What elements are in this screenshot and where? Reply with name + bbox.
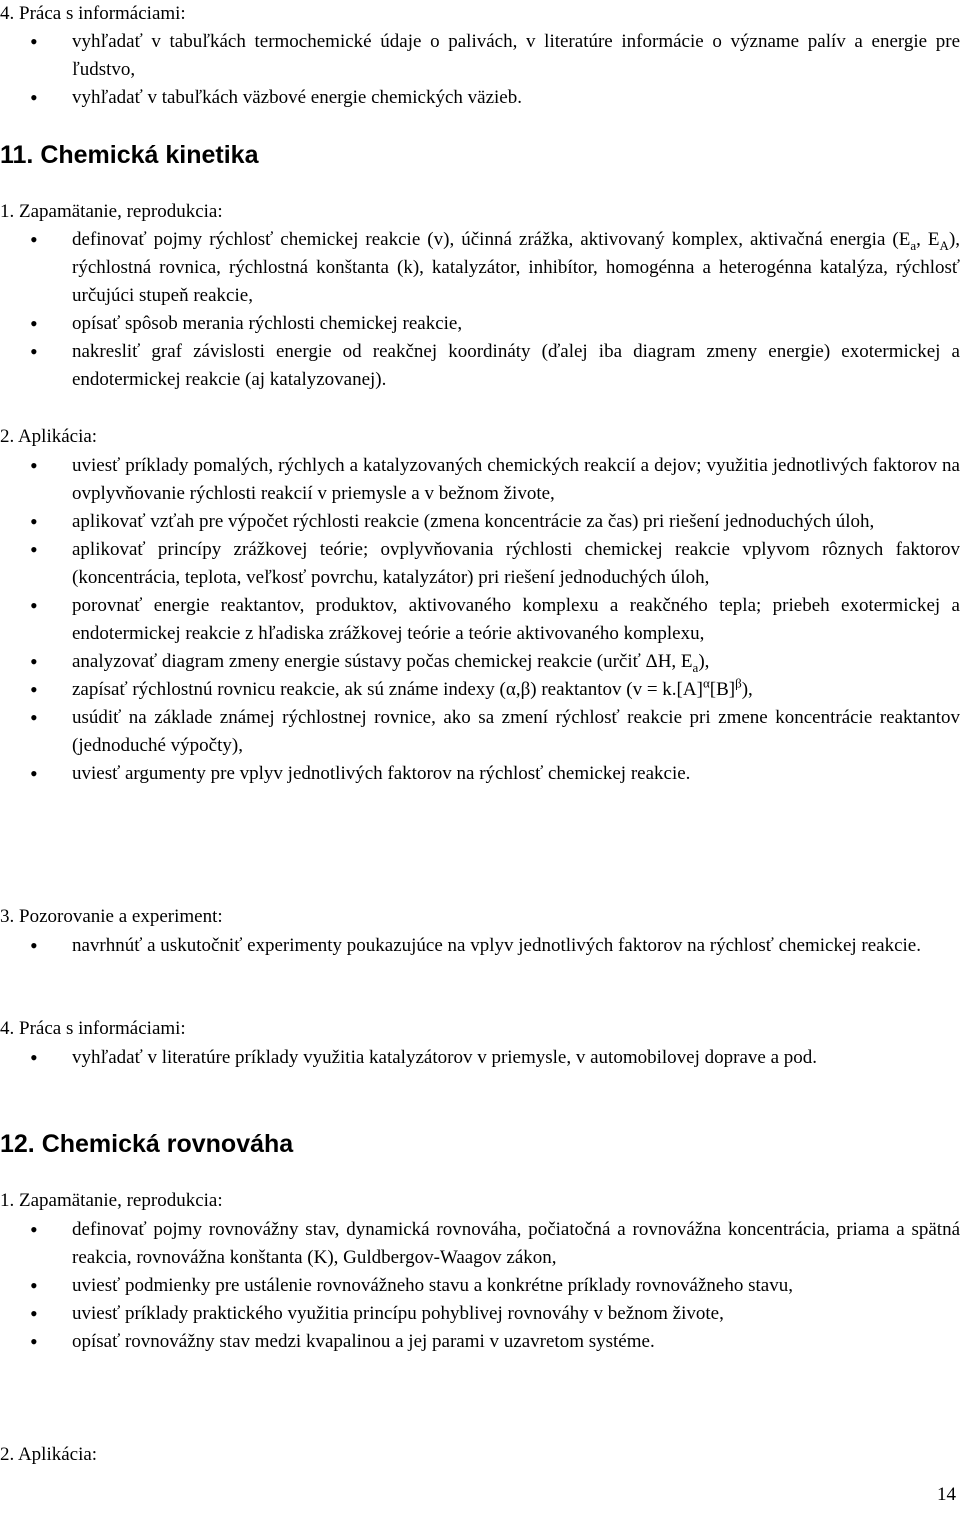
subheading: 1. Zapamätanie, reprodukcia: bbox=[0, 1190, 223, 1211]
list-item: • vyhľadať v literatúre príklady využitia katalyzátorov v priemysle, v automobilovej doprave a pod. bbox=[0, 1044, 960, 1072]
list-item: • opísať rovnovážny stav medzi kvapalinou a jej parami v uzavretom systéme. bbox=[0, 1328, 960, 1356]
subheading: 3. Pozorovanie a experiment: bbox=[0, 906, 223, 927]
section-title: 12. Chemická rovnováha bbox=[0, 1130, 294, 1158]
list-item: • definovať pojmy rýchlosť chemickej reakcie (v), účinná zrážka, aktivovaný komplex, aktivačná energia ($E_a$, $E_A$), rýchlostná rovnica, rýchlostná konštanta (k), katalyzátor, inhibítor, homogénna a heterogénna katalýza, rýchlosť určujúci stupeň reakcie, bbox=[0, 226, 960, 310]
subheading: 2. Aplikácia: bbox=[0, 426, 98, 447]
subheading: 2. Aplikácia: bbox=[0, 1444, 98, 1465]
list-item: • analyzovať diagram zmeny energie sústavy počas chemickej reakcie (určiť ΔH, $E_a$), bbox=[0, 648, 960, 676]
list-item: • navrhnúť a uskutočniť experimenty poukazujúce na vplyv jednotlivých faktorov na rýchlosť chemickej reakcie. bbox=[0, 932, 960, 960]
bullet-list bbox=[0, 932, 960, 960]
list-item: • uviesť podmienky pre ustálenie rovnovážneho stavu a konkrétne príklady rovnovážneho stavu, bbox=[0, 1272, 960, 1300]
subheading: 1. Zapamätanie, reprodukcia: bbox=[0, 201, 223, 222]
subheading: 4. Práca s informáciami: bbox=[0, 1018, 186, 1039]
page-number: 14 bbox=[937, 1484, 956, 1505]
bullet-list bbox=[0, 226, 960, 394]
list-item: • aplikovať princípy zrážkovej teórie; ovplyvňovania rýchlosti chemickej reakcie vplyvom rôznych faktorov (koncentrácia, teplota, veľkosť povrchu, katalyzátor) pri riešení jednoduchých úloh, bbox=[0, 536, 960, 592]
list-item: • zapísať rýchlostnú rovnicu reakcie, ak sú známe indexy (α,β) reaktantov $(v = k.[A]^\alpha[B]^\beta)$, bbox=[0, 676, 960, 704]
section-title: 11. Chemická kinetika bbox=[0, 141, 259, 169]
list-item: • porovnať energie reaktantov, produktov, aktivovaného komplexu a reakčného tepla; priebeh exotermickej a endotermickej reakcie z hľadiska zrážkovej teórie a teórie aktivovaného komplexu, bbox=[0, 592, 960, 648]
bullet-list bbox=[0, 1216, 960, 1356]
list-item: • uviesť argumenty pre vplyv jednotlivých faktorov na rýchlosť chemickej reakcie. bbox=[0, 760, 960, 788]
list-item: • aplikovať vzťah pre výpočet rýchlosti reakcie (zmena koncentrácie za čas) pri riešení jednoduchých úloh, bbox=[0, 508, 960, 536]
list-item: • vyhľadať v tabuľkách väzbové energie chemických väzieb. bbox=[0, 84, 960, 112]
list-item: • opísať spôsob merania rýchlosti chemickej reakcie, bbox=[0, 310, 960, 338]
list-item: • uviesť príklady praktického využitia princípu pohyblivej rovnováhy v bežnom živote, bbox=[0, 1300, 960, 1328]
bullet-list bbox=[0, 1044, 960, 1072]
list-item: • uviesť príklady pomalých, rýchlych a katalyzovaných chemických reakcií a dejov; využitia jednotlivých faktorov na ovplyvňovanie rýchlosti reakcií v priemysle a v bežnom živote, bbox=[0, 452, 960, 508]
bullet-list bbox=[0, 28, 960, 112]
list-item: • usúdiť na základe známej rýchlostnej rovnice, ako sa zmení rýchlosť reakcie pri zmene koncentrácie reaktantov (jednoduché výpočty), bbox=[0, 704, 960, 760]
list-item: • nakresliť graf závislosti energie od reakčnej koordináty (ďalej iba diagram zmeny energie) exotermickej a endotermickej reakcie (aj katalyzovanej). bbox=[0, 338, 960, 394]
bullet-list bbox=[0, 452, 960, 788]
subheading: 4. Práca s informáciami: bbox=[0, 3, 186, 24]
list-item: • vyhľadať v tabuľkách termochemické údaje o palivách, v literatúre informácie o význame palív a energie pre ľudstvo, bbox=[0, 28, 960, 84]
list-item: • definovať pojmy rovnovážny stav, dynamická rovnováha, počiatočná a rovnovážna koncentrácia, priama a spätná reakcia, rovnovážna konštanta (K), Guldbergov-Waagov zákon, bbox=[0, 1216, 960, 1272]
